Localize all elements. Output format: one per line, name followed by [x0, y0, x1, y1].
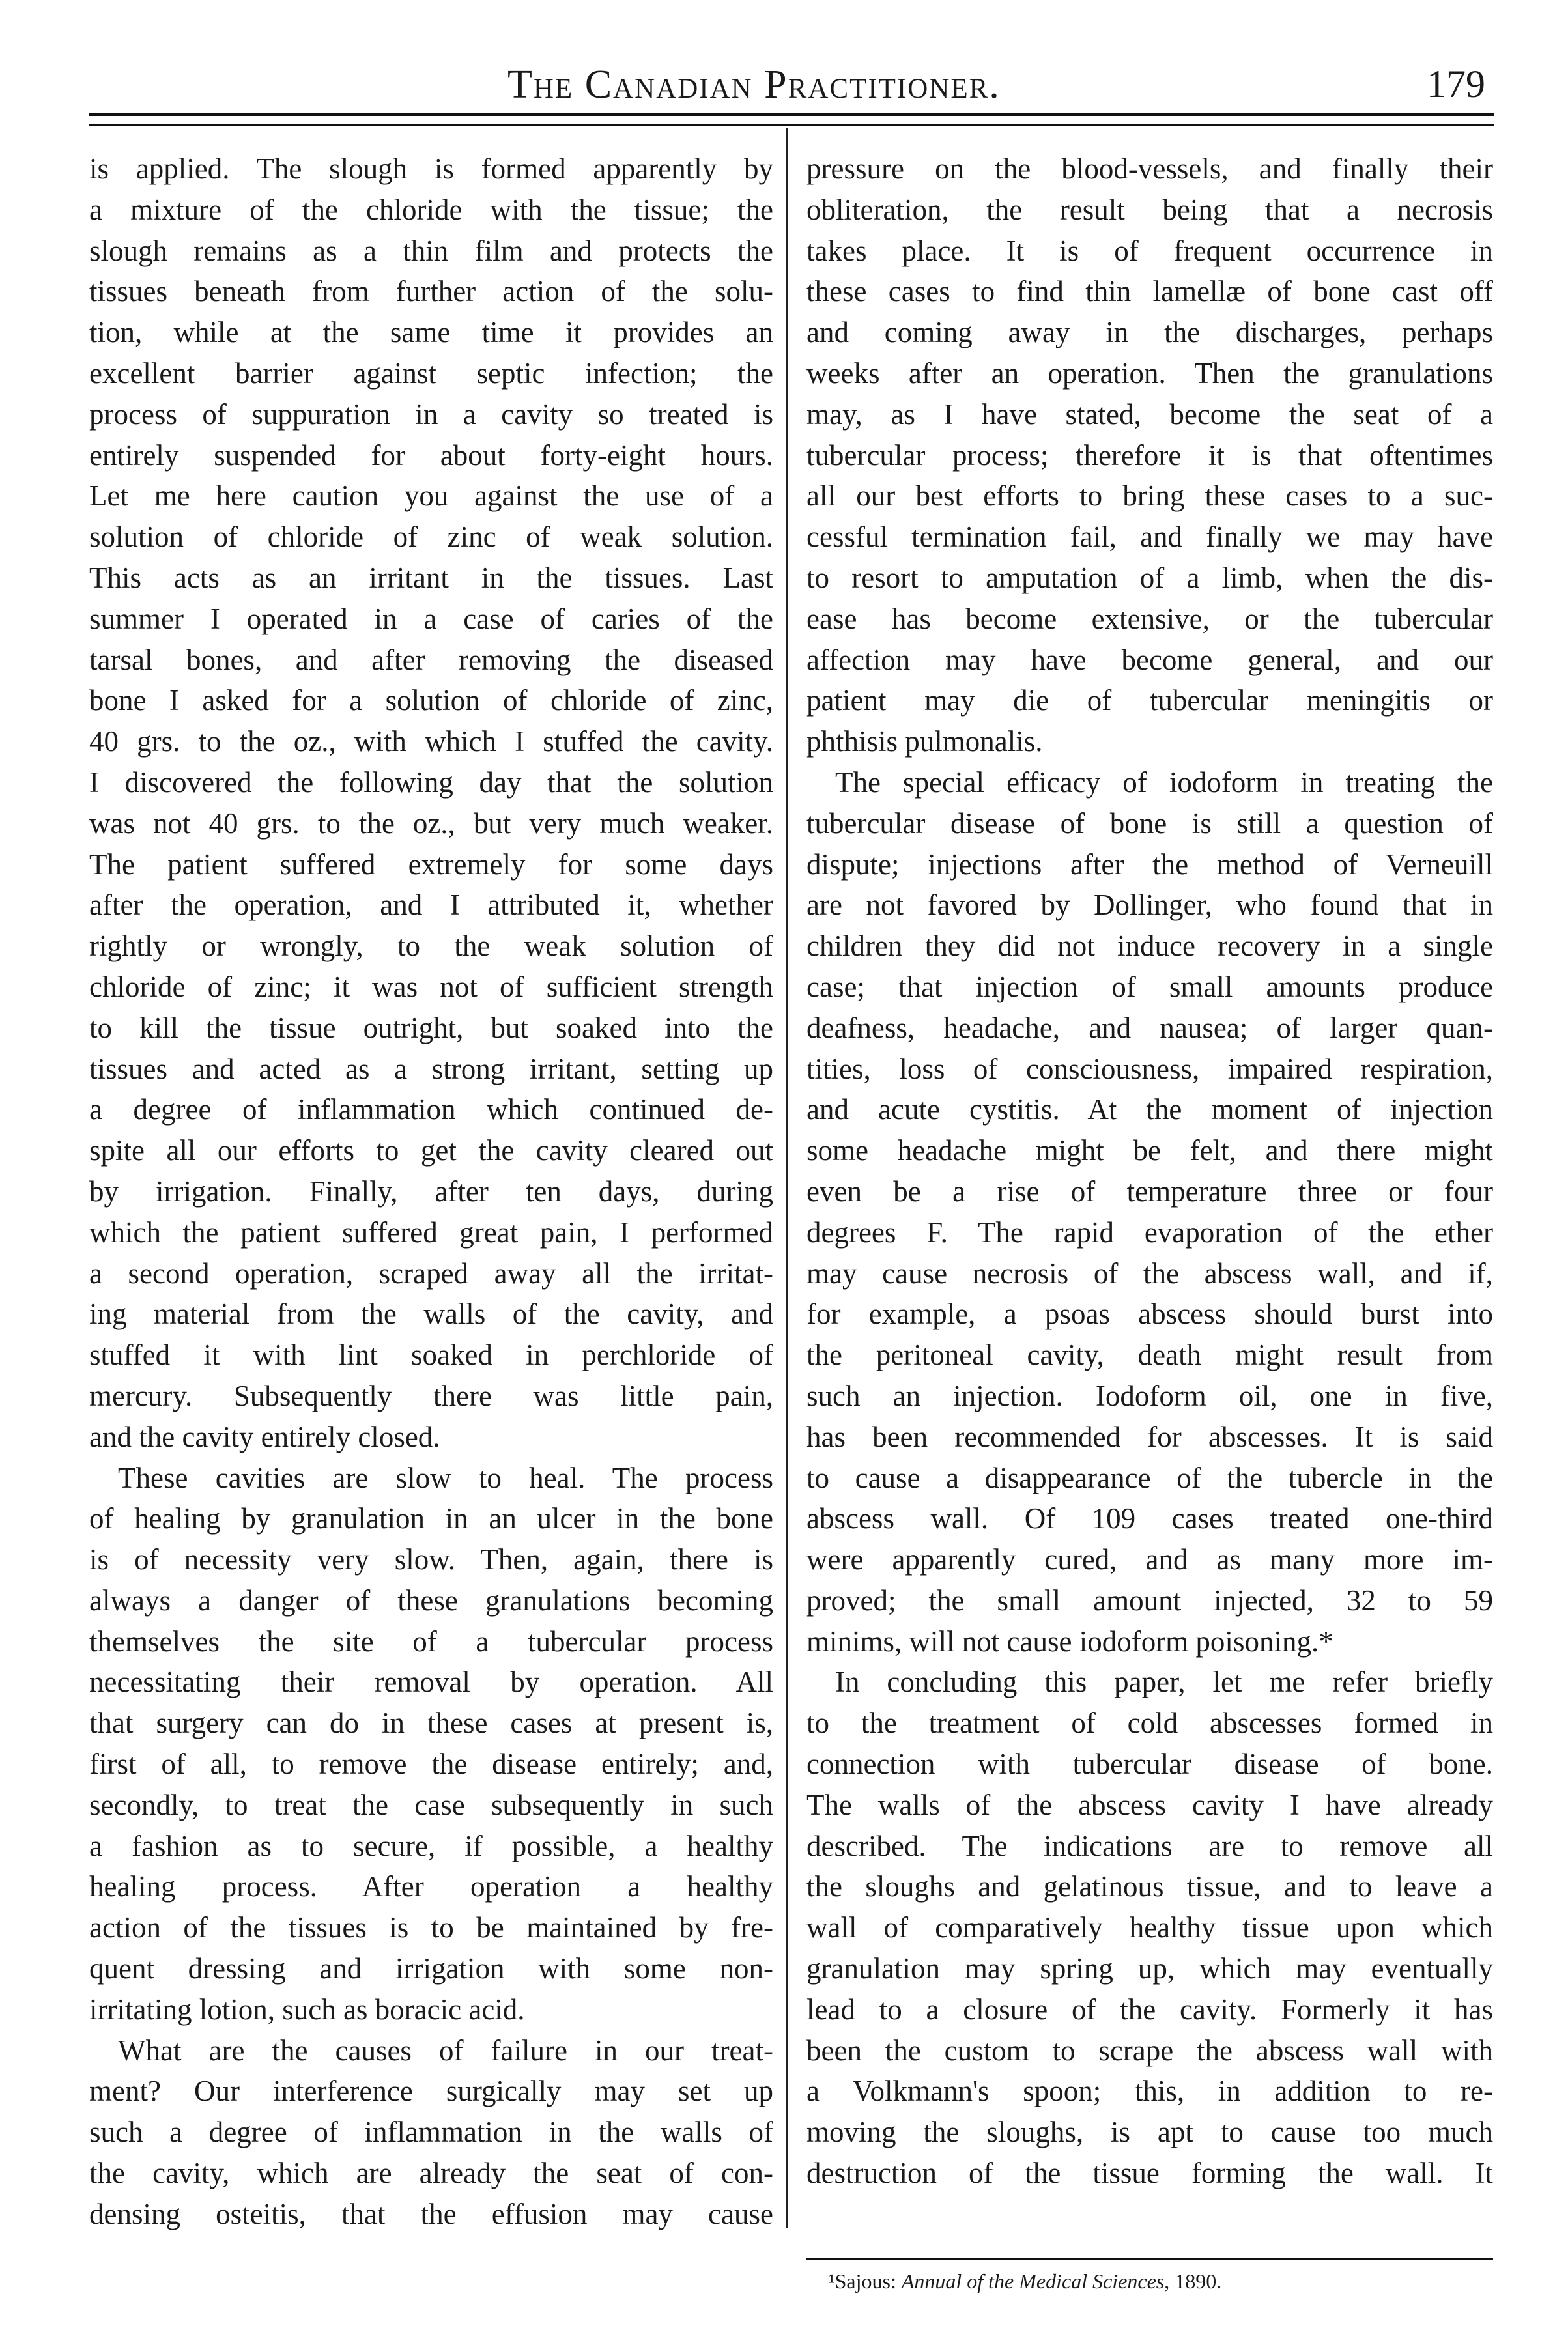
text-line: case; that injection of small amounts produce	[806, 970, 1493, 1003]
text-line: the peritoneal cavity, death might result from	[806, 1339, 1493, 1372]
text-line: process of suppuration in a cavity so treated is	[89, 397, 773, 431]
text-line: slough remains as a thin film and protects the	[89, 234, 773, 267]
text-line: themselves the site of a tubercular process	[89, 1625, 773, 1658]
text-line: spite all our efforts to get the cavity cleared out	[89, 1134, 773, 1167]
column-divider	[786, 128, 788, 2228]
text-line: granulation may spring up, which may eventually	[806, 1952, 1493, 1985]
text-line: wall of comparatively healthy tissue upon which	[806, 1911, 1493, 1944]
text-line: the cavity, which are already the seat of con-	[89, 2157, 773, 2190]
text-line: always a danger of these granulations becoming	[89, 1584, 773, 1617]
text-line: pressure on the blood-vessels, and finally their	[806, 152, 1493, 185]
header-rule-bottom	[89, 124, 1494, 126]
text-line: dispute; injections after the method of Verneuill	[806, 847, 1493, 881]
text-line: The walls of the abscess cavity I have already	[806, 1788, 1493, 1821]
text-line: after the operation, and I attributed it, whether	[89, 888, 773, 922]
right-column	[806, 149, 1493, 2194]
text-line: described. The indications are to remove all	[806, 1829, 1493, 1862]
text-line: cessful termination fail, and finally we may have	[806, 520, 1493, 554]
text-line: The special efficacy of iodoform in treating the	[835, 765, 1493, 799]
text-line: has been recommended for abscesses. It is said	[806, 1420, 1493, 1453]
text-line: are not favored by Dollinger, who found that in	[806, 888, 1493, 922]
text-line: to the treatment of cold abscesses formed in	[806, 1707, 1493, 1740]
text-line: were apparently cured, and as many more im-	[806, 1543, 1493, 1576]
text-line: densing osteitis, that the effusion may cause	[89, 2197, 773, 2230]
text-line: a fashion as to secure, if possible, a healthy	[89, 1829, 773, 1862]
text-line: ing material from the walls of the cavity, and	[89, 1298, 773, 1331]
text-line: minims, will not cause iodoform poisoning.*	[806, 1625, 1333, 1658]
footnote-title: Annual of the Medical Sciences	[901, 2269, 1165, 2293]
footnote-year: , 1890.	[1164, 2269, 1222, 2293]
text-line: all our best efforts to bring these cases to a suc-	[806, 479, 1493, 513]
text-line: deafness, headache, and nausea; of larger quan-	[806, 1011, 1493, 1044]
text-line: excellent barrier against septic infection; the	[89, 356, 773, 390]
text-line: tion, while at the same time it provides an	[89, 316, 773, 349]
text-line: may cause necrosis of the abscess wall, and if,	[806, 1257, 1493, 1290]
text-line: tubercular process; therefore it is that oftentimes	[806, 438, 1493, 472]
text-line: even be a rise of temperature three or four	[806, 1174, 1493, 1208]
footnote-marker: ¹	[829, 2269, 835, 2293]
text-line: and the cavity entirely closed.	[89, 1420, 440, 1453]
text-line: summer I operated in a case of caries of the	[89, 602, 773, 635]
text-line: these cases to find thin lamellæ of bone cast off	[806, 275, 1493, 308]
text-line: chloride of zinc; it was not of sufficient strength	[89, 970, 773, 1003]
text-line: to kill the tissue outright, but soaked into the	[89, 1011, 773, 1044]
text-line: proved; the small amount injected, 32 to 59	[806, 1584, 1493, 1617]
text-line: solution of chloride of zinc of weak solution.	[89, 520, 773, 554]
text-line: first of all, to remove the disease entirely; and,	[89, 1748, 773, 1781]
text-line: phthisis pulmonalis.	[806, 725, 1043, 758]
text-line: lead to a closure of the cavity. Formerly it has	[806, 1993, 1493, 2026]
text-line: degrees F. The rapid evaporation of the ether	[806, 1215, 1493, 1249]
text-line: may, as I have stated, become the seat of a	[806, 397, 1493, 431]
text-line: The patient suffered extremely for some days	[89, 847, 773, 881]
text-line: tarsal bones, and after removing the diseased	[89, 643, 773, 676]
text-line: the sloughs and gelatinous tissue, and to leave a	[806, 1870, 1493, 1903]
text-line: This acts as an irritant in the tissues. Last	[89, 561, 773, 594]
text-line: secondly, to treat the case subsequently in such	[89, 1788, 773, 1821]
text-line: and coming away in the discharges, perhaps	[806, 316, 1493, 349]
text-line: by irrigation. Finally, after ten days, during	[89, 1174, 773, 1208]
text-line: What are the causes of failure in our treat-	[118, 2034, 773, 2067]
page-number: 179	[1427, 63, 1485, 106]
text-line: Let me here caution you against the use of a	[89, 479, 773, 513]
paragraph	[89, 149, 773, 1458]
text-line: patient may die of tubercular meningitis or	[806, 684, 1493, 717]
text-line: a Volkmann's spoon; this, in addition to re-	[806, 2075, 1493, 2108]
text-line: abscess wall. Of 109 cases treated one-third	[806, 1502, 1493, 1535]
text-line: I discovered the following day that the solution	[89, 765, 773, 799]
text-line: In concluding this paper, let me refer briefly	[835, 1666, 1493, 1699]
text-line: destruction of the tissue forming the wall. It	[806, 2157, 1493, 2190]
text-line: connection with tubercular disease of bone.	[806, 1748, 1493, 1781]
text-line: tities, loss of consciousness, impaired respiration,	[806, 1052, 1493, 1085]
text-line: ment? Our interference surgically may set up	[89, 2075, 773, 2108]
text-line: ease has become extensive, or the tubercular	[806, 602, 1493, 635]
text-line: such an injection. Iodoform oil, one in five,	[806, 1379, 1493, 1412]
header-rule-top	[89, 113, 1494, 116]
text-line: to cause a disappearance of the tubercle in the	[806, 1461, 1493, 1494]
text-line: tissues and acted as a strong irritant, setting up	[89, 1052, 773, 1085]
text-line: moving the sloughs, is apt to cause too much	[806, 2116, 1493, 2149]
text-line: mercury. Subsequently there was little pain,	[89, 1379, 773, 1412]
text-line: a second operation, scraped away all the irritat-	[89, 1257, 773, 1290]
text-line: a degree of inflammation which continued de-	[89, 1093, 773, 1126]
text-line: weeks after an operation. Then the granulations	[806, 356, 1493, 390]
text-line: some headache might be felt, and there might	[806, 1134, 1493, 1167]
text-line: tissues beneath from further action of the solu-	[89, 275, 773, 308]
footnote-author: Sajous:	[834, 2269, 902, 2293]
text-line: affection may have become general, and our	[806, 643, 1493, 676]
text-line: stuffed it with lint soaked in perchloride of	[89, 1339, 773, 1372]
text-line: necessitating their removal by operation. All	[89, 1666, 773, 1699]
text-line: obliteration, the result being that a necrosis	[806, 193, 1493, 226]
left-column	[89, 149, 773, 2235]
text-line: children they did not induce recovery in a single	[806, 930, 1493, 963]
text-line: been the custom to scrape the abscess wall with	[806, 2034, 1493, 2067]
text-line: bone I asked for a solution of chloride of zinc,	[89, 684, 773, 717]
paragraph	[89, 1458, 773, 2030]
paragraph	[806, 1662, 1493, 2193]
paragraph	[806, 149, 1493, 762]
paragraph	[806, 762, 1493, 1662]
footnote	[829, 2269, 1221, 2294]
text-line: entirely suspended for about forty-eight hours.	[89, 438, 773, 472]
text-line: to resort to amputation of a limb, when the dis-	[806, 561, 1493, 594]
footnote-rule	[806, 2258, 1493, 2260]
text-line: was not 40 grs. to the oz., but very much weaker.	[89, 806, 773, 840]
text-line: tubercular disease of bone is still a question of	[806, 806, 1493, 840]
text-line: and acute cystitis. At the moment of injection	[806, 1093, 1493, 1126]
text-line: takes place. It is of frequent occurrence in	[806, 234, 1493, 267]
text-line: 40 grs. to the oz., with which I stuffed the cavity.	[89, 725, 773, 758]
text-line: healing process. After operation a healthy	[89, 1870, 773, 1903]
text-line: is applied. The slough is formed apparently by	[89, 152, 773, 185]
text-line: of healing by granulation in an ulcer in the bone	[89, 1502, 773, 1535]
text-line: which the patient suffered great pain, I performed	[89, 1215, 773, 1249]
text-line: a mixture of the chloride with the tissue; the	[89, 193, 773, 226]
text-line: rightly or wrongly, to the weak solution of	[89, 930, 773, 963]
text-line: irritating lotion, such as boracic acid.	[89, 1993, 525, 2026]
text-line: that surgery can do in these cases at present is,	[89, 1707, 773, 1740]
text-line: These cavities are slow to heal. The process	[118, 1461, 773, 1494]
text-line: such a degree of inflammation in the walls of	[89, 2116, 773, 2149]
running-head-title: The Canadian Practitioner.	[507, 63, 1001, 107]
text-line: quent dressing and irrigation with some non-	[89, 1952, 773, 1985]
text-line: for example, a psoas abscess should burst into	[806, 1298, 1493, 1331]
text-line: action of the tissues is to be maintained by fre-	[89, 1911, 773, 1944]
paragraph	[89, 2030, 773, 2235]
text-line: is of necessity very slow. Then, again, there is	[89, 1543, 773, 1576]
